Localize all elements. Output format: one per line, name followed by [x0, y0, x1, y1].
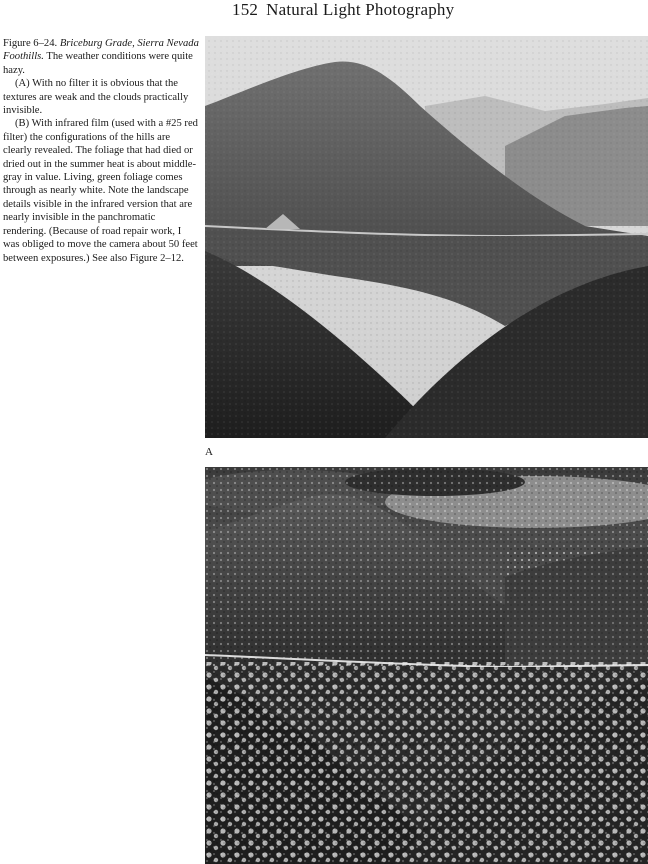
figure-number: Figure 6–24.	[3, 38, 58, 49]
page-number: 152	[232, 0, 259, 19]
book-title: Natural Light Photography	[266, 0, 455, 19]
caption-intro-text: The weather conditions were quite hazy.	[3, 51, 193, 76]
figure-caption	[3, 37, 199, 265]
plate-label-a: A	[205, 446, 213, 458]
caption-para-b: (B) With infrared film (used with a #25 red filter) the configurations of the hills are clearly revealed. The foliage that had died or dried out in the summer heat is about middle-gray in value. Living, green foliage comes through as nearly white. Note the landscape details visible in the infrared version that are nearly invisible in the panchromatic rendering. (Because of road repair work, I was obliged to move the camera about 50 feet between exposures.) See also Figure 2–12.	[3, 118, 198, 264]
caption-para-a: (A) With no filter it is obvious that the textures are weak and the clouds practically invisible.	[3, 78, 189, 117]
photo-a-panchromatic	[205, 36, 648, 438]
photo-a-image	[205, 36, 648, 438]
caption-intro	[3, 37, 199, 77]
photo-b-infrared	[205, 467, 648, 864]
running-head	[232, 0, 454, 20]
photo-b-image	[205, 467, 648, 864]
figure-title: Briceburg Grade, Sierra Nevada Foothills.	[3, 38, 199, 63]
